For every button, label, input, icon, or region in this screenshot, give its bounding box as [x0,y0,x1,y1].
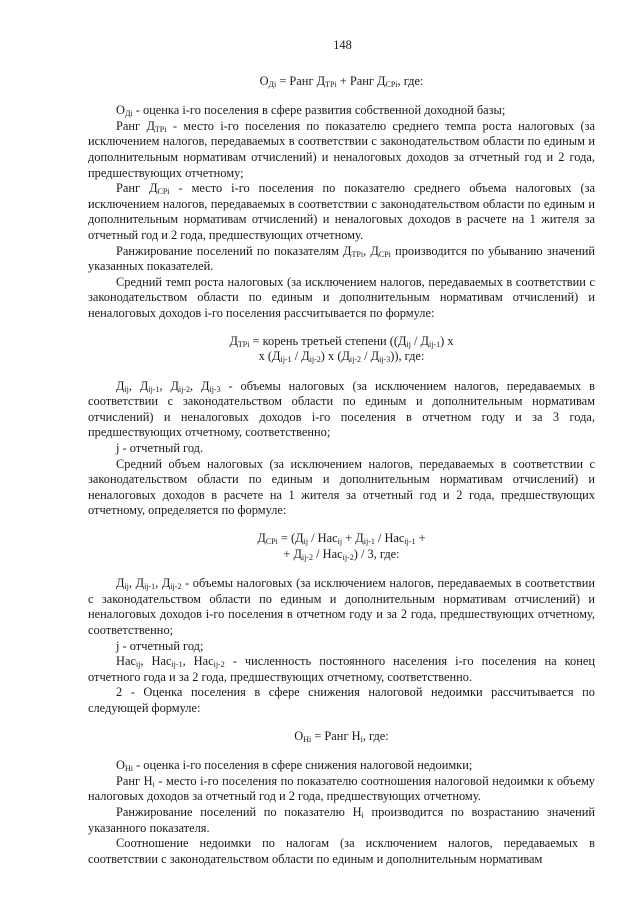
paragraph-reporting-year: j - отчетный год. [116,441,204,456]
formula-dtr-line-1: $Д_{ТРi}$ = корень третьей степени ($(Д_{ij} / Д_{ij-1})$ x [229,333,454,349]
paragraph-ranking-desc: Ранжирование поселений по показателям $Д_{ТРi}$, $Д_{СРi}$ производится по убыванию значений указанных показателей. [88,243,596,274]
paragraph-avg-volume-intro: Средний объем налоговых (за исключением налогов, передаваемых в соответствии с законодательством области по единым и дополнительным нормативам отчислений) и неналоговых доходов в расчете на 1 жителя за отчетный год и 2 года, предшествующих отчетному, определяется по формуле: [88,456,595,518]
paragraph-arrears-ratio: Соотношение недоимки по налогам (за исключением налогов, передаваемых в соответствии с законодательством области по единым и дополнительным нормативам [88,836,595,866]
formula-od: $О_{Дi}$ = Ранг $Д_{ТРi}$ + Ранг $Д_{СРi}$, где: [259,73,424,89]
paragraph-volumes-3y: $Д_{ij}$, $Д_{ij-1}$, $Д_{ij-2}$, $Д_{ij-3}$ - объемы налоговых (за исключением налогов, передаваемых в соответствии с законодательством области по единым и дополнительным нормативам отчислений) и неналоговых доходов i-го поселения в отчетном году и за 3 года, предшествующих отчетному, соответственно; [88,378,595,440]
formula-on: $О_{Нi}$ = Ранг $Н_i$, где: [294,728,389,744]
paragraph-reporting-year-2: j - отчетный год; [116,638,204,653]
formula-dsr-line-1: $Д_{СРi} = (Д_{ij} / Нас_{ij} + Д_{ij-1} / Нас_{ij-1}$ + [257,531,426,547]
paragraph-growth-rate-intro: Средний темп роста налоговых (за исключением налогов, передаваемых в соответствии с законодательством области по единым и дополнительным нормативам отчислений) и неналоговых доходов i-го поселения рассчитывается по формуле: [88,274,595,320]
paragraph-arrears-intro: 2 - Оценка поселения в сфере снижения налоговой недоимки рассчитывается по следующей формуле: [88,685,595,715]
paragraph-rank-n: Ранг $Н_i$ - место i-го поселения по показателю соотношения налоговой недоимки к объему налоговых доходов за отчетный год и 2 года, предшествующих отчетному. [88,773,595,804]
paragraph-rank-dsr: Ранг $Д_{СРi}$ - место i-го поселения по показателю среднего объема налоговых (за исключением налогов, передаваемых в соответствии с законодательством области по единым и дополнительным нормативам отчислений) и неналоговых доходов в расчете на 1 жителя за отчетный год и 2 года, предшествующих отчетному. [88,181,595,242]
formula-dsr-line-2: + $Д_{ij-2} / Нас_{ij-2}) / 3$, где: [283,546,400,562]
paragraph-ranking-asc: Ранжирование поселений по показателю $Н_i$ производится по возрастанию значений указанного показателя. [88,804,595,835]
paragraph-population: Нас$_{ij}$, Нас$_{ij-1}$, Нас$_{ij-2}$ - численность постоянного населения i-го поселения на конец отчетного года и за 2 года, предшествующих отчетному, соответственно. [88,654,595,684]
paragraph-volumes-2y: $Д_{ij}$, $Д_{ij-1}$, $Д_{ij-2}$ - объемы налоговых (за исключением налогов, передаваемых в соответствии с законодательством области по единым и дополнительным нормативам отчислений) и неналоговых доходов i-го поселения в отчетном году и за 2 года, предшествующих отчетному, соответственно; [88,576,596,637]
page-number: 148 [333,38,352,52]
spacer [88,89,595,103]
paragraph-on-definition: $О_{Нi}$ - оценка i-го поселения в сфере снижения налоговой недоимки; [116,758,473,774]
paragraph-od-definition: $О_{Дi}$ - оценка i-го поселения в сфере развития собственной доходной базы; [116,103,506,119]
formula-dtr-line-2: x $(Д_{ij-1} / Д_{ij-2})$ x $(Д_{ij-2} / Д_{ij-3})$), где: [258,349,425,365]
paragraph-rank-dtr: Ранг $Д_{ТРi}$ - место i-го поселения по показателю среднего темпа роста налоговых (за исключением налогов, передаваемых в соответствии с законодательством области по единым и дополнительным нормативам отчислений) и неналоговых доходов за отчетный год и 2 года, предшествующих отчетному; [88,118,595,180]
